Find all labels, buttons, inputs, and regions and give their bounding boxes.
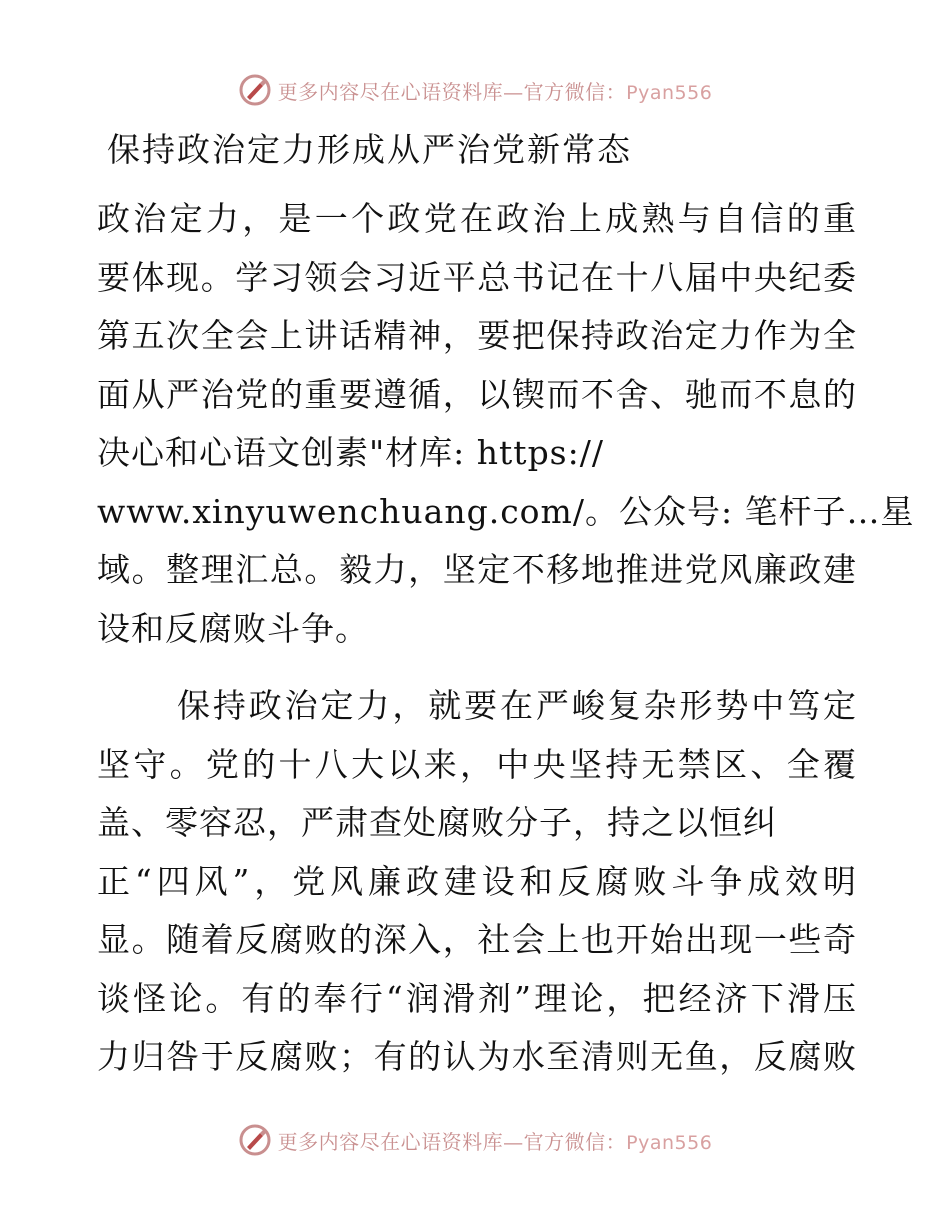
- text-line: 坚守。党的十八大以来，中央坚持无禁区、全覆: [97, 744, 857, 784]
- text-line: 正“四风”，党风廉政建设和反腐败斗争成效明: [97, 861, 857, 901]
- text-line: 力归咎于反腐败；有的认为水至清则无鱼，反腐败: [97, 1037, 857, 1076]
- brand-logo-icon: [238, 1123, 272, 1157]
- text-line: 第五次全会上讲话精神，要把保持政治定力作为全: [97, 316, 857, 355]
- brand-logo-icon: [238, 73, 272, 107]
- watermark-text: 更多内容尽在心语资料库—官方微信：Pyan556: [277, 1129, 713, 1154]
- document-title: 保持政治定力形成从严治党新常态: [107, 130, 632, 169]
- text-line: 面从严治党的重要遵循，以锲而不舍、驰而不息的: [97, 374, 857, 414]
- watermark-wechat-id: Pyan556: [626, 81, 713, 104]
- text-line: www.xinyuwenchuang.com/。公众号: 笔杆子…星: [97, 491, 915, 531]
- watermark-wechat-id: Pyan556: [626, 1131, 713, 1154]
- header-watermark: [0, 70, 950, 110]
- paragraph-2: [97, 677, 857, 1087]
- footer-watermark: [0, 1120, 950, 1160]
- text-line: 显。随着反腐败的深入，社会上也开始出现一些奇: [97, 920, 857, 959]
- text-line: 盖、零容忍，严肃查处腐败分子，持之以恒纠: [97, 803, 777, 842]
- text-line: 政治定力，是一个政党在政治上成熟与自信的重: [97, 199, 857, 238]
- text-line: 要体现。学习领会习近平总书记在十八届中央纪委: [97, 257, 857, 297]
- text-line: 保持政治定力，就要在严峻复杂形势中笃定: [177, 686, 857, 725]
- text-line: 域。整理汇总。毅力，坚定不移地推进党风廉政建: [97, 550, 857, 589]
- text-line: 决心和心语文创素"材库: https://: [97, 433, 604, 472]
- text-line: 谈怪论。有的奉行“润滑剂”理论，把经济下滑压: [97, 978, 857, 1018]
- watermark-text: 更多内容尽在心语资料库—官方微信：Pyan556: [277, 79, 713, 104]
- paragraph-1: [97, 190, 915, 658]
- text-line: 设和反腐败斗争。: [97, 608, 369, 648]
